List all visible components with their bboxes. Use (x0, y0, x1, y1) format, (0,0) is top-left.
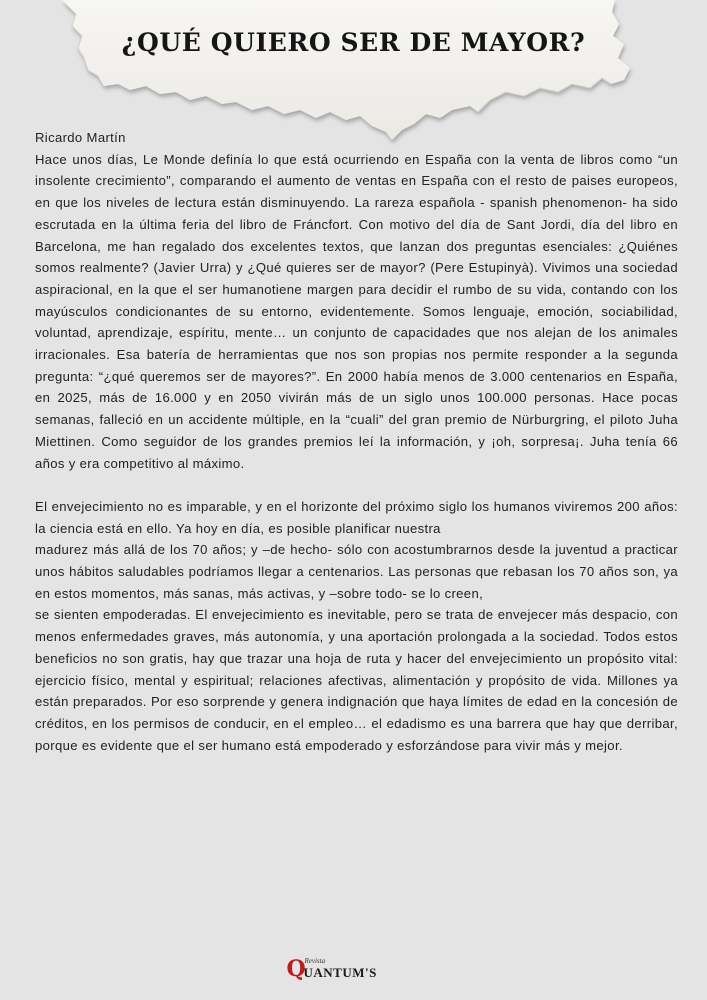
paragraph-4: se sienten empoderadas. El envejecimiento es inevitable, pero se trata de envejecer más despacio, con menos enfermedades graves, más autonomía, y una aportación prolongada a la sociedad. Todos estos beneficios no son gratis, hay que trazar una hoja de ruta y hacer del envejecimiento un propósito vital: ejercicio físico, mental y espiritual; relaciones afectivas, alimentación y propósito de vida. Millones ya están preparados. Por eso sorprende y genera indignación que haya límites de edad en la concesión de créditos, en los permisos de conducir, en el empleo… el edadismo es una barrera que hay que derribar, porque es evidente que el ser humano está empoderado y esforzándose para vivir más y mejor. (35, 607, 678, 753)
quantums-logo (0, 957, 707, 985)
article-body (35, 127, 678, 756)
logo-q-letter: Q (286, 956, 306, 982)
paragraph-1: Hace unos días, Le Monde definía lo que está ocurriendo en España con la venta de libros como “un insolente crecimiento”, comparando el aumento de ventas en España con el resto de paises europeos, en que los niveles de lectura están disminuyendo. La rareza española - spanish phenomenon- ha sido escrutada en la última feria del libro de Fráncfort. Con motivo del día de Sant Jordi, día del libro en Barcelona, me han regalado dos excelentes textos, que lanzan dos preguntas esenciales: ¿Quiénes somos realmente? (Javier Urra) y ¿Qué quieres ser de mayor? (Pere Estupinyà). Vivimos una sociedad aspiracional, en la que el ser humanotiene margen para decidir el rumbo de su vida, contando con los mayúsculos condicionantes de su entorno, evidentemente. Somos lenguaje, emoción, sociabilidad, voluntad, aprendizaje, espíritu, mente… un conjunto de capacidades que nos alejan de los animales irracionales. Esa batería de herramientas que nos son propias nos permite responder a la segunda pregunta: “¿qué queremos ser de mayores?”. En 2000 había menos de 3.000 centenarios en España, en 2025, más de 16.000 y en 2050 vivirán más de un siglo unos 100.000 personas. Hace pocas semanas, falleció en un accidente múltiple, en la “cuali” del gran premio de Nürburgring, el piloto Juha Miettinen. Como seguidor de los grandes premios leí la información, y ¡oh, sorpresa¡. Juha tenía 66 años y era competitivo al máximo. (35, 151, 678, 471)
paragraph-2: El envejecimiento no es imparable, y en el horizonte del próximo siglo los humanos viviremos 200 años: la ciencia está en ello. Ya hoy en día, es posible planificar nuestra (35, 498, 678, 536)
paragraph-3: madurez más allá de los 70 años; y –de hecho- sólo con acostumbrarnos desde la juventud a practicar unos hábitos saludables podríamos llegar a centenarios. Las personas que rebasan los 70 años son, ya en estos momentos, más sanas, más activas, y –sobre todo- se lo creen, (35, 542, 678, 601)
author-name: Ricardo Martín (35, 130, 126, 145)
logo-wordmark: UANTUM'S (303, 965, 377, 980)
logo-revista-text: Revista (304, 957, 326, 965)
page-title: ¿QUÉ QUIERO SER DE MAYOR? (121, 28, 586, 57)
